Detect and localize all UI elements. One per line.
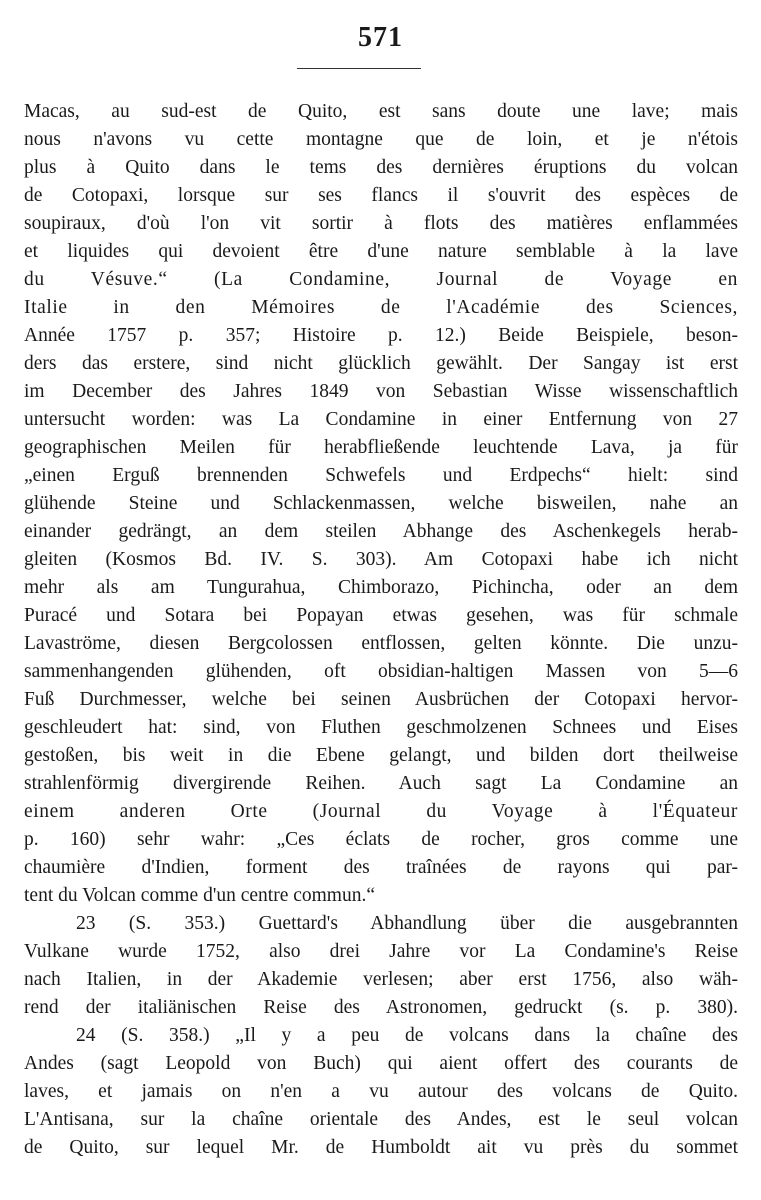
text-line: im December des Jahres 1849 von Sebastian Wisse wissenschaftlich <box>24 381 738 402</box>
page-number: 571 <box>358 22 403 53</box>
text-line: Lavaströme, diesen Bergcolossen entflossen, gelten könnte. Die unzu- <box>24 633 738 654</box>
text-line: p. 160) sehr wahr: „Ces éclats de rocher, gros comme une <box>24 829 738 850</box>
footnote-line: Andes (sagt Leopold von Buch) qui aient offert des courants de <box>24 1053 738 1074</box>
text-line: soupiraux, d'où l'on vit sortir à flots des matières enflammées <box>24 213 738 234</box>
text-line: plus à Quito dans le tems des dernières éruptions du volcan <box>24 157 738 178</box>
footnote-line: 23 (S. 353.) Guettard's Abhandlung über die ausgebrannten <box>76 913 738 934</box>
text-line: et liquides qui devoient être d'une nature semblable à la lave <box>24 241 738 262</box>
text-line: gleiten (Kosmos Bd. IV. S. 303). Am Cotopaxi habe ich nicht <box>24 549 738 570</box>
text-line: ders das erstere, sind nicht glücklich gewählt. Der Sangay ist erst <box>24 353 738 374</box>
footnote-line: Vulkane wurde 1752, also drei Jahre vor La Condamine's Reise <box>24 941 738 962</box>
header-rule <box>297 68 421 69</box>
body-text <box>24 98 738 1162</box>
text-line: strahlenförmig divergirende Reihen. Auch sagt La Condamine an <box>24 773 738 794</box>
text-line: sammenhangenden glühenden, oft obsidian-haltigen Massen von 5—6 <box>24 661 738 682</box>
text-line: gestoßen, bis weit in die Ebene gelangt, und bilden dort theilweise <box>24 745 738 766</box>
text-line: geschleudert hat: sind, von Fluthen geschmolzenen Schnees und Eises <box>24 717 738 738</box>
footnote-line: 24 (S. 358.) „Il y a peu de volcans dans la chaîne des <box>76 1025 738 1046</box>
text-line: mehr als am Tungurahua, Chimborazo, Pichincha, oder an dem <box>24 577 738 598</box>
text-line: einander gedrängt, an dem steilen Abhange des Aschenkegels herab- <box>24 521 738 542</box>
text-line: untersucht worden: was La Condamine in einer Entfernung von 27 <box>24 409 738 430</box>
text-line: Année 1757 p. 357; Histoire p. 12.) Beide Beispiele, beson- <box>24 325 738 346</box>
footnote-line: nach Italien, in der Akademie verlesen; aber erst 1756, also wäh- <box>24 969 738 990</box>
text-line: de Cotopaxi, lorsque sur ses flancs il s'ouvrit des espèces de <box>24 185 738 206</box>
footnote-line: rend der italiänischen Reise des Astronomen, gedruckt (s. p. 380). <box>24 997 738 1018</box>
text-line: einem anderen Orte (Journal du Voyage à l'Équateur <box>24 801 738 822</box>
text-line: du Vésuve.“ (La Condamine, Journal de Voyage en <box>24 269 738 290</box>
footnote-line: laves, et jamais on n'en a vu autour des volcans de Quito. <box>24 1081 738 1102</box>
text-line: Macas, au sud-est de Quito, est sans doute une lave; mais <box>24 101 738 122</box>
text-line: glühende Steine und Schlackenmassen, welche bisweilen, nahe an <box>24 493 738 514</box>
footnote-line: de Quito, sur lequel Mr. de Humboldt ait vu près du sommet <box>24 1137 738 1158</box>
text-line: Italie in den Mémoires de l'Académie des Sciences, <box>24 297 738 318</box>
text-line: geographischen Meilen für herabfließende leuchtende Lava, ja für <box>24 437 738 458</box>
text-line: „einen Erguß brennenden Schwefels und Erdpechs“ hielt: sind <box>24 465 738 486</box>
text-line: Puracé und Sotara bei Popayan etwas gesehen, was für schmale <box>24 605 738 626</box>
text-line: Fuß Durchmesser, welche bei seinen Ausbrüchen der Cotopaxi hervor- <box>24 689 738 710</box>
footnote-line: L'Antisana, sur la chaîne orientale des Andes, est le seul volcan <box>24 1109 738 1130</box>
text-line: tent du Volcan comme d'un centre commun.“ <box>24 885 375 906</box>
text-line: nous n'avons vu cette montagne que de loin, et je n'étois <box>24 129 738 150</box>
text-line: chaumière d'Indien, forment des traînées de rayons qui par- <box>24 857 738 878</box>
